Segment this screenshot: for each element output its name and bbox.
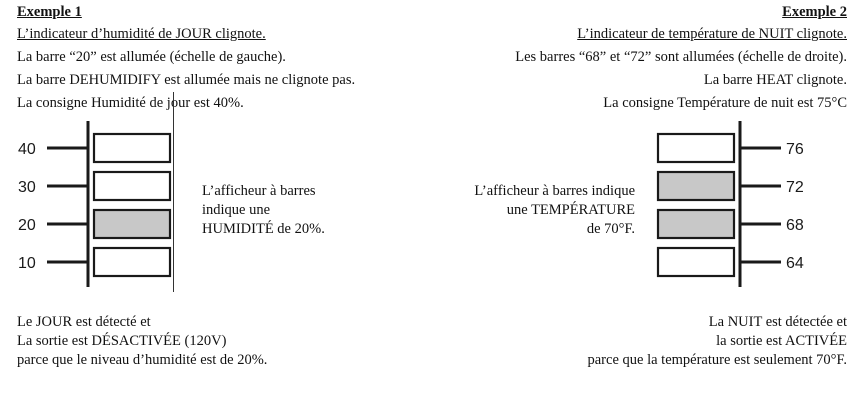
example2-bar [658, 248, 734, 276]
example1-tick-label: 40 [18, 141, 36, 158]
example1-line-1: L’indicateur d’humidité de JOUR clignote. [17, 26, 266, 42]
example2-tick-label: 76 [786, 141, 804, 158]
example2-footer [588, 313, 848, 370]
example2-bar-lit [658, 172, 734, 200]
example2-footer-2: la sortie est ACTIVÉE [716, 333, 847, 349]
example1-bar-text-1: L’afficheur à barres [202, 183, 316, 199]
example1-tick-label: 30 [18, 179, 36, 196]
example1-bar-text-3: HUMIDITÉ de 20%. [202, 221, 325, 237]
example1-footer-1: Le JOUR est détecté et [17, 314, 151, 330]
example2-bar-text-1: L’afficheur à barres indique [474, 183, 635, 199]
example1-tick-label: 20 [18, 217, 36, 234]
example2-tick-label: 68 [786, 217, 804, 234]
example2-footer-1: La NUIT est détectée et [708, 314, 847, 330]
example2-line-4: La consigne Température de nuit est 75°C [603, 95, 847, 111]
example1-bar-text [202, 182, 325, 239]
example2-bar-text-2: une TEMPÉRATURE [506, 202, 635, 218]
example1-title: Exemple 1 [17, 4, 82, 20]
example2-line-1: L’indicateur de température de NUIT clignote. [577, 26, 847, 42]
example2-bar-lit [658, 210, 734, 238]
example2-line-2: Les barres “68” et “72” sont allumées (échelle de droite). [515, 49, 847, 65]
example1-footer [17, 313, 267, 370]
example1-footer-3: parce que le niveau d’humidité est de 20%. [17, 352, 268, 368]
example2-bar-text [474, 182, 635, 239]
example2-tick-label: 72 [786, 179, 804, 196]
example2-bar [658, 134, 734, 162]
example2-bar-text-3: de 70°F. [586, 221, 635, 237]
example1-tick-label: 10 [18, 255, 36, 272]
example2-line-3: La barre HEAT clignote. [703, 72, 847, 88]
example2-title: Exemple 2 [782, 4, 847, 20]
example1-line-2: La barre “20” est allumée (échelle de gauche). [17, 49, 286, 65]
example1-line-3: La barre DEHUMIDIFY est allumée mais ne clignote pas. [17, 72, 356, 88]
example1-bar-text-2: indique une [202, 202, 271, 218]
example1-line-4: La consigne Humidité de jour est 40%. [17, 95, 244, 111]
example2-footer-3: parce que la température est seulement 70°F. [587, 352, 847, 368]
example1-footer-2: La sortie est DÉSACTIVÉE (120V) [17, 333, 227, 349]
example2-tick-label: 64 [786, 255, 804, 272]
